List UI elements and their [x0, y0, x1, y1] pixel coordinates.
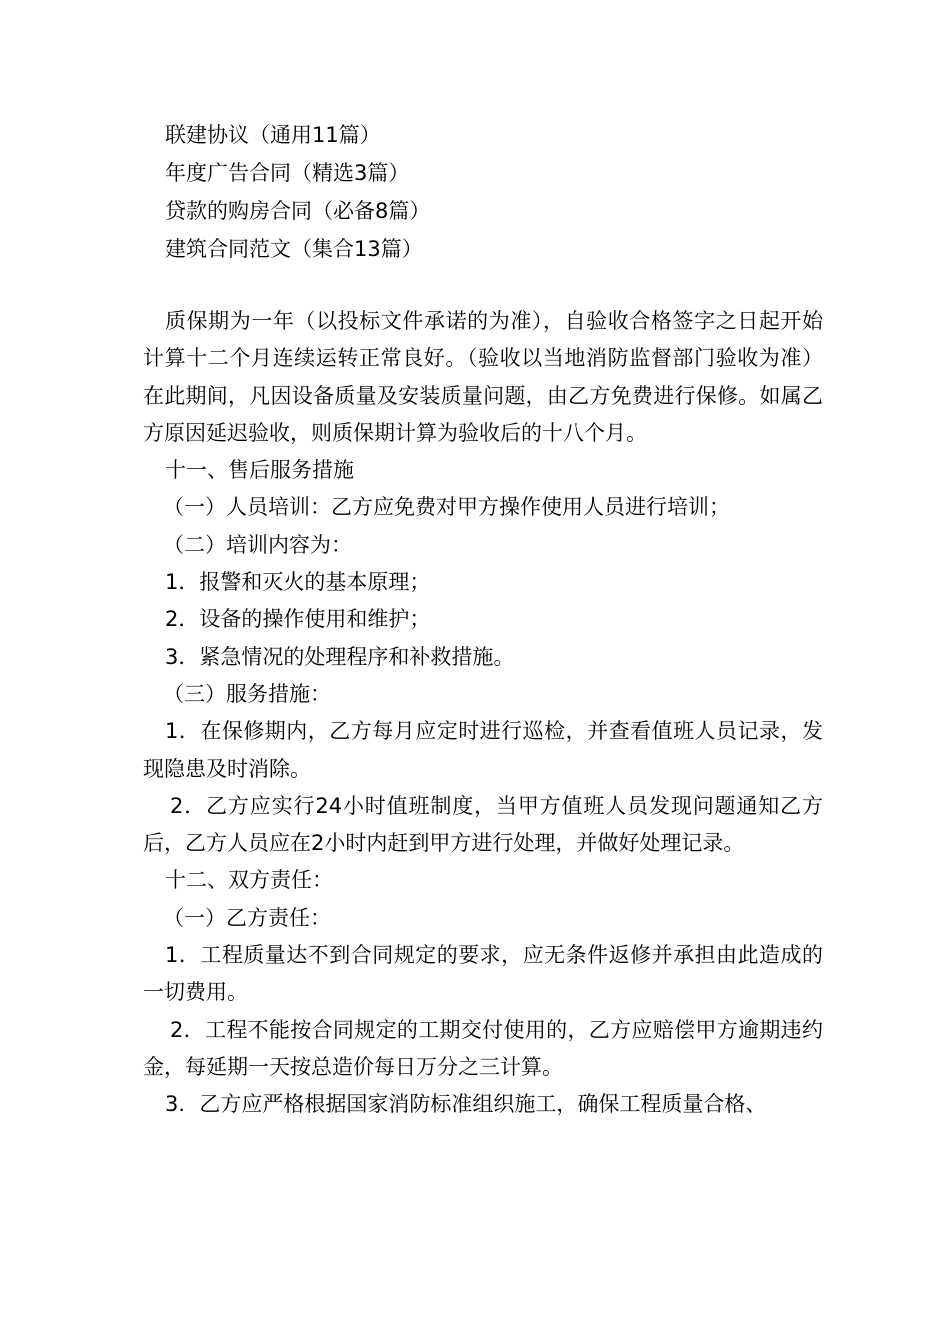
- paragraph: （一）人员培训：乙方应免费对甲方操作使用人员进行培训；: [163, 495, 730, 520]
- paragraph: 3．紧急情况的处理程序和补救措施。: [165, 644, 515, 669]
- paragraph: 2．设备的操作使用和维护；: [165, 607, 431, 632]
- paragraph: （一）乙方责任：: [163, 905, 331, 930]
- paragraph: 3．乙方应严格根据国家消防标准组织施工，确保工程质量合格、: [165, 1092, 767, 1117]
- paragraph: 十二、双方责任：: [165, 868, 333, 893]
- related-links-list: [165, 116, 845, 268]
- paragraph: 1．在保修期内，乙方每月应定时进行巡检，并查看值班人员记录，发现隐患及时消除。: [143, 719, 823, 781]
- related-link[interactable]: 联建协议（通用11篇）: [165, 123, 381, 147]
- related-link[interactable]: 年度广告合同（精选3篇）: [165, 161, 410, 185]
- related-link[interactable]: 贷款的购房合同（必备8篇）: [165, 199, 431, 223]
- related-link[interactable]: 建筑合同范文（集合13篇）: [165, 237, 423, 261]
- paragraph: 1．报警和灭火的基本原理；: [165, 570, 431, 595]
- paragraph: 2．工程不能按合同规定的工期交付使用的，乙方应赔偿甲方逾期违约金，每延期一天按总造价每日万分之三计算。: [143, 1017, 823, 1079]
- document-body: [143, 303, 823, 1124]
- paragraph: （三）服务措施：: [163, 681, 331, 706]
- paragraph: （二）培训内容为：: [163, 532, 352, 557]
- paragraph: 2．乙方应实行24小时值班制度，当甲方值班人员发现问题通知乙方后，乙方人员应在2小时内赶到甲方进行处理，并做好处理记录。: [143, 793, 823, 856]
- paragraph: 十一、售后服务措施: [165, 458, 354, 483]
- paragraph: 质保期为一年（以投标文件承诺的为准），自验收合格签字之日起开始计算十二个月连续运转正常良好。（验收以当地消防监督部门验收为准）在此期间，凡因设备质量及安装质量问题，由乙方免费进行保修。如属乙方原因延迟验收，则质保期计算为验收后的十八个月。: [143, 309, 823, 445]
- paragraph: 1．工程质量达不到合同规定的要求，应无条件返修并承担由此造成的一切费用。: [143, 943, 823, 1005]
